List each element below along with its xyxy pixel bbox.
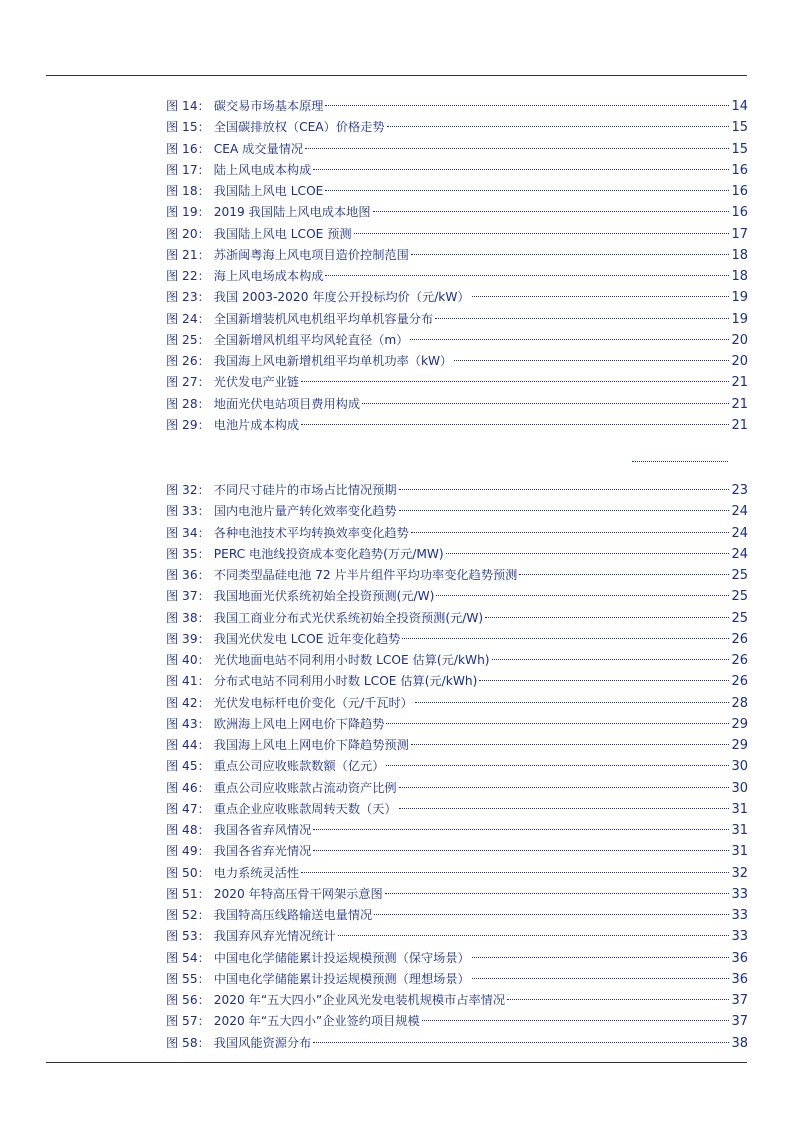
figure-title: 我国海上风电上网电价下降趋势预测 (213, 738, 409, 752)
dotted-leader (435, 318, 729, 319)
toc-entry[interactable] (166, 480, 748, 501)
figure-label: 图 56： (166, 993, 210, 1007)
page-number: 23 (731, 483, 748, 498)
page-number: 14 (731, 99, 748, 114)
page-number: 24 (731, 546, 748, 562)
figure-title: 光伏发电产业链 (213, 375, 300, 390)
page-number: 33 (731, 886, 748, 902)
dotted-leader (492, 659, 730, 660)
figure-title: 各种电池技术平均转换效率变化趋势 (213, 525, 409, 540)
figure-title: 全国碳排放权（CEA）价格走势 (213, 120, 385, 135)
figure-list-second (166, 480, 748, 1054)
figure-title: 国内电池片量产转化效率变化趋势 (213, 504, 397, 519)
dotted-leader (387, 126, 730, 127)
dotted-leader (399, 489, 730, 490)
page-number: 18 (731, 269, 748, 284)
figure-title: 我国海上风电新增机组平均单机功率（kW） (213, 354, 453, 368)
figure-label: 图 49： (166, 844, 210, 859)
figure-label: 图 17： (166, 162, 210, 177)
dotted-leader (313, 169, 729, 170)
figure-label: 图 28： (166, 396, 210, 411)
dotted-leader (399, 787, 730, 788)
dotted-leader (373, 211, 730, 212)
dotted-leader (422, 1020, 730, 1021)
dotted-leader (485, 617, 729, 618)
dotted-leader (313, 1042, 729, 1043)
page-number: 28 (731, 695, 748, 711)
dotted-leader (325, 190, 729, 191)
toc-entry[interactable] (166, 714, 748, 735)
figure-label: 图 22： (166, 269, 210, 283)
page-number: 21 (731, 417, 748, 433)
dotted-leader (479, 680, 729, 681)
toc-entry[interactable] (166, 266, 748, 287)
page-number: 18 (731, 247, 748, 263)
dotted-leader (362, 403, 729, 404)
figure-title: 碳交易市场基本原理 (213, 99, 324, 113)
figure-label: 图 21： (166, 247, 210, 262)
figure-title: 全国新增风机组平均风轮直径（m） (213, 332, 409, 347)
dotted-leader (472, 957, 730, 958)
figure-label: 图 32： (166, 483, 210, 497)
page-number: 36 (731, 971, 748, 987)
toc-entry[interactable] (166, 969, 748, 990)
figure-label: 图 50： (166, 865, 210, 880)
dotted-leader (472, 978, 730, 979)
figure-label: 图 45： (166, 759, 210, 774)
figure-label: 图 34： (166, 525, 210, 540)
figure-label: 图 40： (166, 653, 210, 667)
figure-title: 欧洲海上风电上网电价下降趋势 (213, 716, 385, 731)
toc-entry[interactable] (166, 1033, 748, 1054)
toc-entry[interactable] (166, 756, 748, 777)
dotted-leader (507, 999, 729, 1000)
dotted-leader (399, 510, 730, 511)
toc-entry[interactable] (166, 139, 748, 160)
figure-title: 我国弃风弃光情况统计 (213, 929, 336, 944)
figure-label: 图 41： (166, 674, 210, 689)
page-number: 16 (731, 162, 748, 178)
toc-entry[interactable] (166, 245, 748, 266)
toc-entry[interactable] (166, 650, 748, 671)
toc-entry[interactable] (166, 735, 748, 756)
dotted-leader (301, 872, 729, 873)
figure-label: 图 37： (166, 589, 210, 604)
figure-label: 图 16： (166, 141, 210, 156)
toc-entry[interactable] (166, 309, 748, 330)
dotted-leader (410, 339, 729, 340)
figure-title: 我国工商业分布式光伏系统初始全投资预测(元/W) (213, 610, 484, 625)
page-number: 32 (731, 865, 748, 881)
toc-entry[interactable] (166, 990, 748, 1011)
page-number: 30 (731, 780, 748, 796)
page-number: 31 (731, 844, 748, 860)
figure-label: 图 52： (166, 908, 210, 922)
figure-title: 全国新增装机风电机组平均单机容量分布 (213, 311, 434, 326)
toc-entry[interactable] (166, 671, 748, 692)
figure-title: 2020 年特高压骨干网架示意图 (213, 886, 383, 901)
figure-label: 图 25： (166, 332, 210, 347)
page-number: 21 (731, 396, 748, 412)
toc-entry[interactable] (166, 351, 748, 372)
toc-entry[interactable] (166, 96, 748, 117)
figure-title: 陆上风电成本构成 (213, 162, 312, 177)
toc-entry[interactable] (166, 415, 748, 436)
figure-title: 电池片成本构成 (213, 417, 300, 432)
figure-title: 海上风电场成本构成 (213, 269, 324, 283)
toc-entry[interactable] (166, 926, 748, 947)
figure-label: 图 23： (166, 290, 210, 305)
toc-entry[interactable] (166, 501, 748, 522)
figure-label: 图 43： (166, 716, 210, 731)
page-number: 20 (731, 332, 748, 348)
toc-entry[interactable] (166, 202, 748, 223)
page-number: 26 (731, 674, 748, 690)
dotted-leader-fragment (632, 461, 728, 462)
dotted-leader (386, 765, 729, 766)
page-number: 30 (731, 759, 748, 775)
figure-label: 图 53： (166, 929, 210, 944)
dotted-leader (301, 424, 729, 425)
dotted-leader (354, 233, 730, 234)
dotted-leader (411, 744, 730, 745)
figure-label: 图 42： (166, 695, 210, 710)
dotted-leader (325, 105, 729, 106)
dotted-leader (313, 829, 729, 830)
toc-entry[interactable] (166, 820, 748, 841)
dotted-leader (385, 893, 730, 894)
page-number: 24 (731, 504, 748, 520)
figure-title: 我国各省弃光情况 (213, 844, 312, 859)
figure-label: 图 29： (166, 417, 210, 432)
toc-entry[interactable] (166, 884, 748, 905)
figure-title: 我国光伏发电 LCOE 近年变化趋势 (213, 631, 401, 646)
page-number: 26 (731, 653, 748, 668)
toc-entry[interactable] (166, 372, 748, 393)
figure-label: 图 48： (166, 823, 210, 837)
page-number: 38 (731, 1035, 748, 1051)
figure-title: 我国 2003-2020 年度公开投标均价（元/kW） (213, 290, 470, 305)
dotted-leader (386, 723, 729, 724)
toc-entry[interactable] (166, 160, 748, 181)
figure-label: 图 55： (166, 971, 210, 986)
figure-label: 图 35： (166, 546, 210, 561)
figure-title: 我国陆上风电 LCOE (213, 184, 324, 198)
page-number: 25 (731, 589, 748, 605)
dotted-leader (301, 381, 729, 382)
dotted-leader (454, 360, 729, 361)
page-number: 26 (731, 631, 748, 647)
dotted-leader (399, 808, 730, 809)
toc-entry[interactable] (166, 330, 748, 351)
toc-entry[interactable] (166, 224, 748, 245)
toc-entry[interactable] (166, 841, 748, 862)
page-number: 33 (731, 929, 748, 945)
toc-entry[interactable] (166, 181, 748, 202)
dotted-leader (305, 148, 729, 149)
figure-title: CEA 成交量情况 (213, 141, 304, 156)
figure-title: 光伏地面电站不同利用小时数 LCOE 估算(元/kWh) (213, 653, 490, 667)
page-number: 19 (731, 290, 748, 306)
dotted-leader (374, 914, 729, 915)
figure-title: 2020 年“五大四小”企业签约项目规模 (213, 1014, 420, 1029)
figure-label: 图 54： (166, 950, 210, 965)
figure-title: 重点企业应收账款周转天数（天） (213, 801, 397, 816)
toc-entry[interactable] (166, 1011, 748, 1032)
toc-entry[interactable] (166, 778, 748, 799)
page-number: 16 (731, 184, 748, 199)
toc-entry[interactable] (166, 394, 748, 415)
dotted-leader (402, 638, 729, 639)
figure-title: 光伏发电标杆电价变化（元/千瓦时） (213, 695, 413, 710)
toc-entry[interactable] (166, 117, 748, 138)
figure-title: 中国电化学储能累计投运规模预测（保守场景） (213, 950, 470, 965)
figure-title: 2019 我国陆上风电成本地图 (213, 205, 371, 220)
page-number: 15 (731, 141, 748, 157)
page-number: 21 (731, 375, 748, 391)
figure-title: 电力系统灵活性 (213, 865, 300, 880)
figure-title: 不同尺寸硅片的市场占比情况预期 (213, 483, 397, 497)
figure-list-first (166, 96, 748, 436)
figure-label: 图 38： (166, 610, 210, 625)
figure-label: 图 57： (166, 1014, 210, 1029)
figure-label: 图 46： (166, 780, 210, 795)
figure-label: 图 15： (166, 120, 210, 135)
figure-title: 重点公司应收账款占流动资产比例 (213, 780, 397, 795)
page-number: 24 (731, 525, 748, 541)
figure-label: 图 47： (166, 801, 210, 816)
figure-label: 图 14： (166, 99, 210, 113)
figure-title: 我国各省弃风情况 (213, 823, 312, 837)
dotted-leader (446, 553, 730, 554)
figure-title: 我国特高压线路输送电量情况 (213, 908, 373, 922)
figure-title: 重点公司应收账款数额（亿元） (213, 759, 385, 774)
figure-label: 图 20： (166, 226, 210, 241)
figure-label: 图 36： (166, 568, 210, 582)
toc-entry[interactable] (166, 799, 748, 820)
page-number: 25 (731, 610, 748, 626)
page-number: 36 (731, 950, 748, 966)
page-number: 33 (731, 908, 748, 923)
figure-title: 不同类型晶硅电池 72 片半片组件平均功率变化趋势预测 (213, 568, 518, 582)
page-number: 16 (731, 205, 748, 221)
toc-entry[interactable] (166, 565, 748, 586)
page-number: 31 (731, 823, 748, 838)
figure-title: 我国风能资源分布 (213, 1035, 312, 1050)
dotted-leader (411, 532, 730, 533)
page-number: 15 (731, 120, 748, 136)
dotted-leader (338, 935, 730, 936)
figure-title: 我国陆上风电 LCOE 预测 (213, 226, 352, 241)
figure-title: PERC 电池线投资成本变化趋势(万元/MW) (213, 546, 444, 561)
figure-label: 图 58： (166, 1035, 210, 1050)
toc-entry[interactable] (166, 905, 748, 926)
dotted-leader (325, 275, 729, 276)
figure-label: 图 44： (166, 738, 210, 752)
dotted-leader (415, 702, 730, 703)
figure-label: 图 51： (166, 886, 210, 901)
dotted-leader (436, 595, 729, 596)
footer-rule (46, 1062, 747, 1063)
page-number: 29 (731, 738, 748, 753)
dotted-leader (472, 296, 730, 297)
page-number: 25 (731, 568, 748, 583)
toc-entry[interactable] (166, 523, 748, 544)
figure-title: 我国地面光伏系统初始全投资预测(元/W) (213, 589, 435, 604)
toc-entry[interactable] (166, 586, 748, 607)
page-number: 19 (731, 311, 748, 327)
toc-entry[interactable] (166, 948, 748, 969)
toc-entry[interactable] (166, 608, 748, 629)
dotted-leader (411, 254, 730, 255)
toc-entry[interactable] (166, 629, 748, 650)
figure-title: 2020 年“五大四小”企业风光发电装机规模市占率情况 (213, 993, 506, 1007)
figure-label: 图 33： (166, 504, 210, 519)
page-number: 20 (731, 354, 748, 369)
figure-label: 图 24： (166, 311, 210, 326)
page-number: 31 (731, 801, 748, 817)
toc-entry[interactable] (166, 863, 748, 884)
page-number: 29 (731, 716, 748, 732)
figure-label: 图 27： (166, 375, 210, 390)
figure-title: 中国电化学储能累计投运规模预测（理想场景） (213, 971, 470, 986)
figure-label: 图 26： (166, 354, 210, 368)
figure-title: 地面光伏电站项目费用构成 (213, 396, 361, 411)
header-rule (46, 75, 747, 76)
figure-label: 图 19： (166, 205, 210, 220)
dotted-leader (519, 574, 729, 575)
figure-title: 分布式电站不同利用小时数 LCOE 估算(元/kWh) (213, 674, 478, 689)
page-number: 17 (731, 226, 748, 242)
page-number: 37 (731, 1014, 748, 1030)
dotted-leader (313, 850, 729, 851)
toc-entry[interactable] (166, 287, 748, 308)
figure-title: 苏浙闽粤海上风电项目造价控制范围 (213, 247, 409, 262)
page-number: 37 (731, 993, 748, 1008)
toc-entry[interactable] (166, 544, 748, 565)
toc-entry[interactable] (166, 693, 748, 714)
figure-label: 图 18： (166, 184, 210, 198)
figure-label: 图 39： (166, 631, 210, 646)
